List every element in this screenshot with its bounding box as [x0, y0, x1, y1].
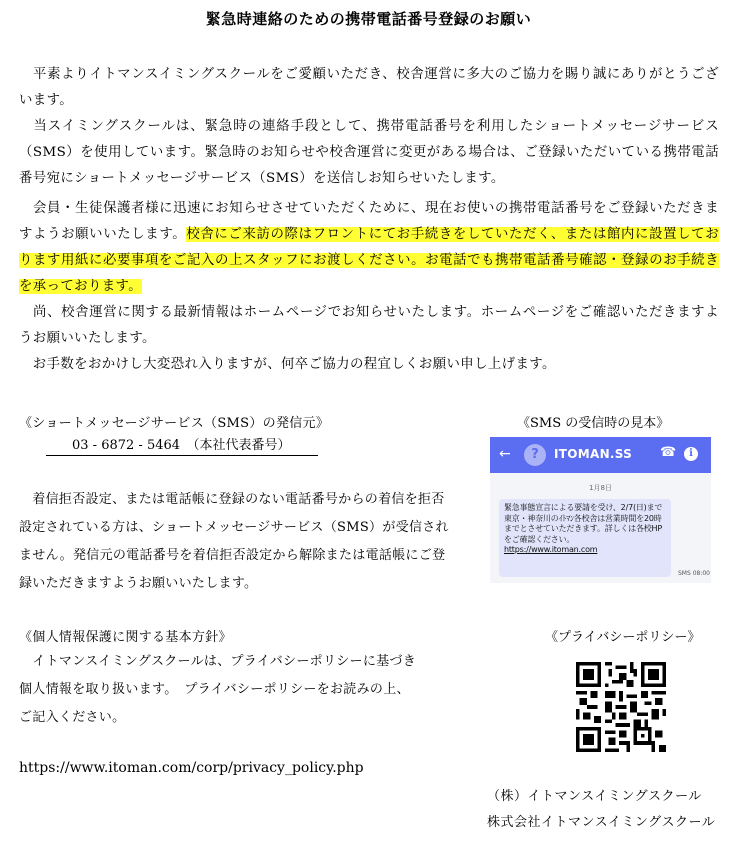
sms-message-bubble [499, 499, 671, 577]
page-title: 緊急時連絡のための携帯電話番号登録のお願い [205, 10, 532, 28]
qr-code-image[interactable] [576, 662, 666, 752]
sms-header-bar [490, 437, 711, 473]
back-arrow-icon: ← [499, 446, 511, 462]
sms-date: 1月8日 [589, 484, 612, 492]
contact-avatar: ? [524, 444, 546, 466]
company-name-full: 株式会社イトマンスイミングスクール [487, 815, 716, 830]
call-blocking-notice: 着信拒否設定、または電話帳に登録のない電話番号からの着信を拒否設定されている方は、ショートメッセージサービス（SMS）が受信されません。発信元の電話番号を着信拒否設定から解除または電話帳にご登録いただきますようお願いいたします。 [19, 492, 449, 591]
privacy-heading: 《個人情報保護に関する基本方針》 [19, 630, 232, 645]
sms-sample-screenshot [490, 437, 711, 583]
sender-phone-number: 03 - 6872 - 5464 （本社代表番号） [46, 437, 318, 456]
sms-sample-heading: 《SMS の受信時の見本》 [517, 416, 670, 431]
privacy-policy-heading: 《プライバシーポリシー》 [545, 630, 701, 645]
sms-contact-name: ITOMAN.SS [554, 447, 633, 461]
intro-paragraph-4: 尚、校舎運営に関する最新情報はホームページでお知らせいたします。ホームページをご確認いただきますようお願いいたします。 [19, 305, 719, 346]
sms-time-label: SMS 08:00 [678, 570, 710, 577]
sender-heading: 《ショートメッセージサービス（SMS）の発信元》 [19, 416, 330, 431]
info-icon: i [684, 447, 698, 461]
privacy-body: イトマンスイミングスクールは、プライバシーポリシーに基づき個人情報を取り扱います。 プライバシーポリシーをお読みの上、ご記入ください。 [19, 654, 417, 725]
highlighted-instructions: 校舎にご来訪の際はフロントにてお手続きをしていただく、または館内に設置しております用紙に必要事項をご記入の上スタッフにお渡しください。お電話でも携帯電話番号確認・登録のお手続きを承っております。 [19, 227, 719, 294]
intro-paragraph-3 [19, 196, 719, 300]
intro-paragraph-5: お手数をおかけし大変恐れ入りますが、何卒ご協力の程宜しくお願い申し上げます。 [19, 357, 556, 372]
sms-message [504, 503, 668, 556]
sms-link: https://www.itoman.com [504, 545, 598, 554]
privacy-policy-url[interactable]: https://www.itoman.com/corp/privacy_policy.php [19, 760, 364, 776]
company-name-short: （株）イトマンスイミングスクール [487, 789, 702, 804]
intro-paragraph-2: 当スイミングスクールは、緊急時の連絡手段として、携帯電話番号を利用したショートメッセージサービス（SMS）を使用しています。緊急時のお知らせや校舎運営に変更がある場合は、ご登録いただいている携帯電話番号宛にショートメッセージサービス（SMS）を送信しお知らせいたします。 [19, 119, 719, 186]
intro-paragraph-3-text: 会員・生徒保護者様に迅速にお知らせさせていただくために、現在お使いの携帯電話番号をご登録いただきますようお願いいたします。 [19, 201, 719, 242]
phone-call-icon: ☎ [660, 445, 677, 460]
intro-paragraph-1: 平素よりイトマンスイミングスクールをご愛顧いただき、校舎運営に多大のご協力を賜り誠にありがとうございます。 [19, 67, 719, 108]
sms-message-text: 緊急事態宣言による要請を受け、2/7(日)まで東京・神奈川のｲﾄﾏﾝ各校舎は営業時間を20時までとさせていただきます。詳しくは各校HPをご確認ください。 [504, 503, 663, 544]
